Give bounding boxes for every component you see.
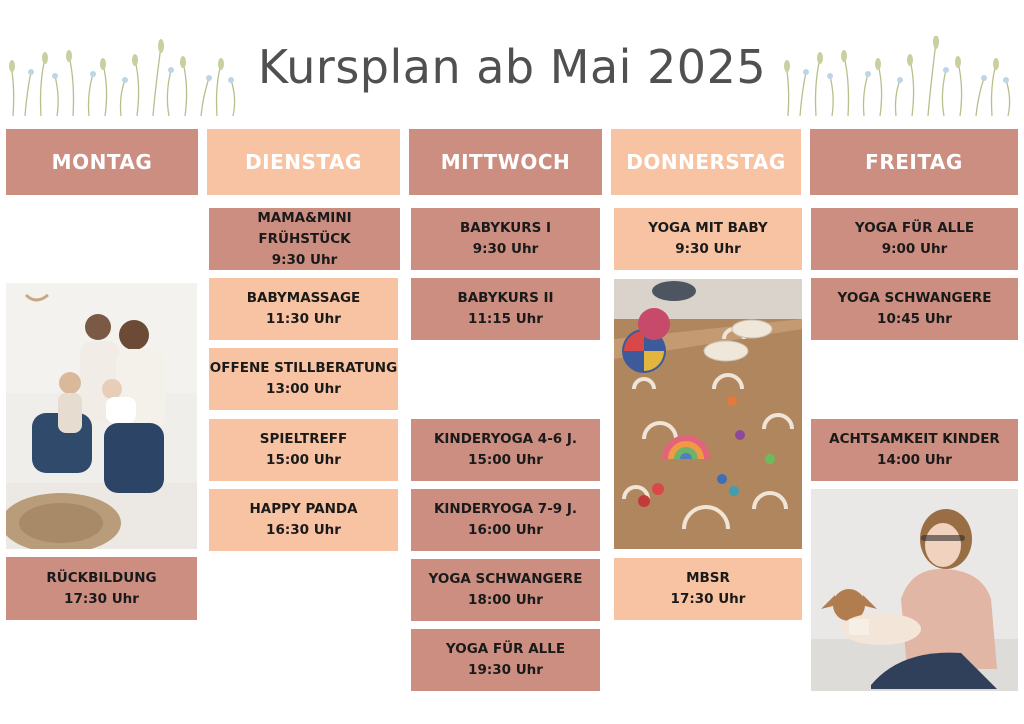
course-card [411,489,600,551]
course-time: 16:00 Uhr [468,522,543,538]
course-time: 11:15 Uhr [468,311,543,327]
course-card [811,208,1018,270]
course-name: YOGA SCHWANGERE [837,290,992,306]
course-name: MBSR [686,570,730,586]
course-card [209,348,398,410]
course-time: 11:30 Uhr [266,311,341,327]
course-time: 13:00 Uhr [266,381,341,397]
course-name: BABYMASSAGE [246,290,361,306]
course-card [6,557,197,620]
course-name: SPIELTREFF [259,431,348,447]
course-time: 14:00 Uhr [877,452,952,468]
course-time: 18:00 Uhr [468,592,543,608]
course-time: 17:30 Uhr [670,591,746,607]
course-card [411,629,600,691]
course-time: 10:45 Uhr [877,311,952,327]
instructor-photo [811,489,1018,691]
course-card [411,208,600,270]
course-name: KINDERYOGA 4-6 J. [433,431,578,447]
course-time: 15:00 Uhr [266,452,341,468]
course-card [811,419,1018,481]
course-name: BABYKURS I [459,220,552,236]
course-card [411,278,600,340]
family-photo [6,283,197,549]
course-name: YOGA FÜR ALLE [854,220,975,236]
course-time: 9:00 Uhr [881,241,948,257]
course-card [614,208,802,270]
course-name: ACHTSAMKEIT KINDER [829,431,1000,447]
course-card [411,559,600,621]
course-time: 9:30 Uhr [271,251,338,268]
course-card [209,208,400,270]
toys-photo [614,279,802,549]
course-card [811,278,1018,340]
course-name: RÜCKBILDUNG [46,569,157,586]
course-time: 9:30 Uhr [472,241,539,257]
day-header-mittwoch: MITTWOCH [409,129,602,195]
course-time: 17:30 Uhr [64,590,139,607]
course-name: YOGA MIT BABY [648,220,768,236]
page-title: Kursplan ab Mai 2025 [257,40,767,94]
day-header-donnerstag: DONNERSTAG [611,129,801,195]
course-time: 9:30 Uhr [675,241,741,257]
course-time: 15:00 Uhr [468,452,543,468]
course-name: MAMA&MINI FRÜHSTÜCK [257,209,352,247]
course-card [411,419,600,481]
course-name: BABYKURS II [457,290,554,306]
course-name: OFFENE STILLBERATUNG [209,360,398,376]
day-header-freitag: FREITAG [810,129,1018,195]
course-time: 19:30 Uhr [468,662,543,678]
course-name: YOGA FÜR ALLE [445,641,566,657]
course-name: YOGA SCHWANGERE [428,571,583,587]
course-card [209,419,398,481]
course-card [209,489,398,551]
course-name: KINDERYOGA 7-9 J. [433,501,578,517]
day-header-montag: MONTAG [6,129,198,195]
course-name: HAPPY PANDA [249,501,358,517]
day-header-dienstag: DIENSTAG [207,129,400,195]
course-card [209,278,398,340]
course-card [614,558,802,620]
course-time: 16:30 Uhr [266,522,341,538]
